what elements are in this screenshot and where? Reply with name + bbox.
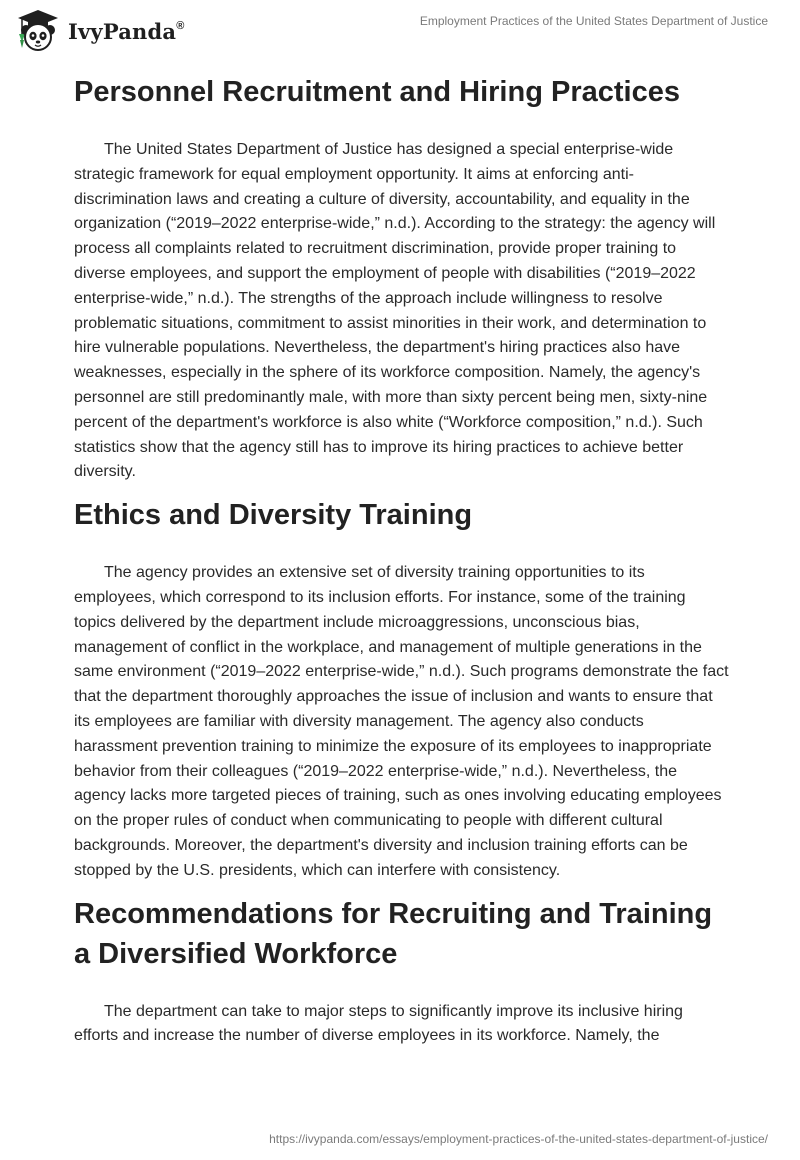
ivypanda-logo[interactable]: [14, 8, 185, 52]
panda-graduate-icon: [14, 8, 62, 52]
source-url[interactable]: https://ivypanda.com/essays/employment-practices-of-the-united-states-department-of-justice/: [269, 1132, 768, 1146]
section-paragraph-ethics-training: The agency provides an extensive set of diversity training opportunities to its employees, which correspond to its inclusion efforts. For instance, some of the training topics delivered by the department include microaggressions, unconscious bias, management of conflict in the workplace, and management of multiple generations in the same environment (“2019–2022 enterprise-wide,” n.d.). Such programs demonstrate the fact that the department thoroughly approaches the issue of inclusion and wants to ensure that its employees are familiar with diversity management. The agency also conducts harassment prevention training to minimize the exposure of its employees to inappropriate behavior from their colleagues (“2019–2022 enterprise-wide,” n.d.). Nevertheless, the agency lacks more targeted pieces of training, such as ones involving educating employees on the proper rules of conduct when communicating to people with different cultural backgrounds. Moreover, the department's diversity and inclusion training efforts can be stopped by the U.S. presidents, which can interfere with consistency.: [74, 564, 729, 879]
section-heading-ethics-training: Ethics and Diversity Training: [74, 499, 473, 532]
section-heading-recruitment: Personnel Recruitment and Hiring Practices: [74, 76, 680, 108]
section-paragraph-recruitment: The United States Department of Justice has designed a special enterprise-wide strategic framework for equal employment opportunity. It aims at enforcing anti-discrimination laws and creating a culture of diversity, accountability, and equality in the organization (“2019–2022 enterprise-wide,” n.d.). According to the strategy: the agency will process all complaints related to recruitment discrimination, provide proper training to diverse employees, and support the employment of people with disabilities (“2019–2022 enterprise-wide,” n.d.). The strengths of the approach include willingness to resolve problematic situations, commitment to assist minorities in their work, and determination to hire vulnerable populations. Nevertheless, the department's hiring practices also have weaknesses, especially in the sphere of its workforce composition. Namely, the agency's personnel are still predominantly male, with more than sixty percent being men, sixty-nine percent of the department's workforce is also white (“Workforce composition,” n.d.). Such statistics show that the agency still has to improve its hiring practices to achieve better diversity.: [74, 141, 716, 481]
essay-body: [74, 68, 730, 1049]
section-paragraph-recommendations: The department can take to major steps to significantly improve its inclusive hiring efforts and increase the number of diverse employees in its workforce. Namely, the: [74, 1002, 683, 1045]
logo-wordmark: [68, 19, 185, 44]
registered-mark: ®: [176, 19, 185, 32]
logo-name: IvyPanda: [68, 18, 177, 44]
document-title: Employment Practices of the United States Department of Justice: [419, 14, 768, 28]
section-heading-recommendations: Recommendations for Recruiting and Training a Diversified Workforce: [74, 897, 713, 970]
page-header: [0, 0, 800, 60]
